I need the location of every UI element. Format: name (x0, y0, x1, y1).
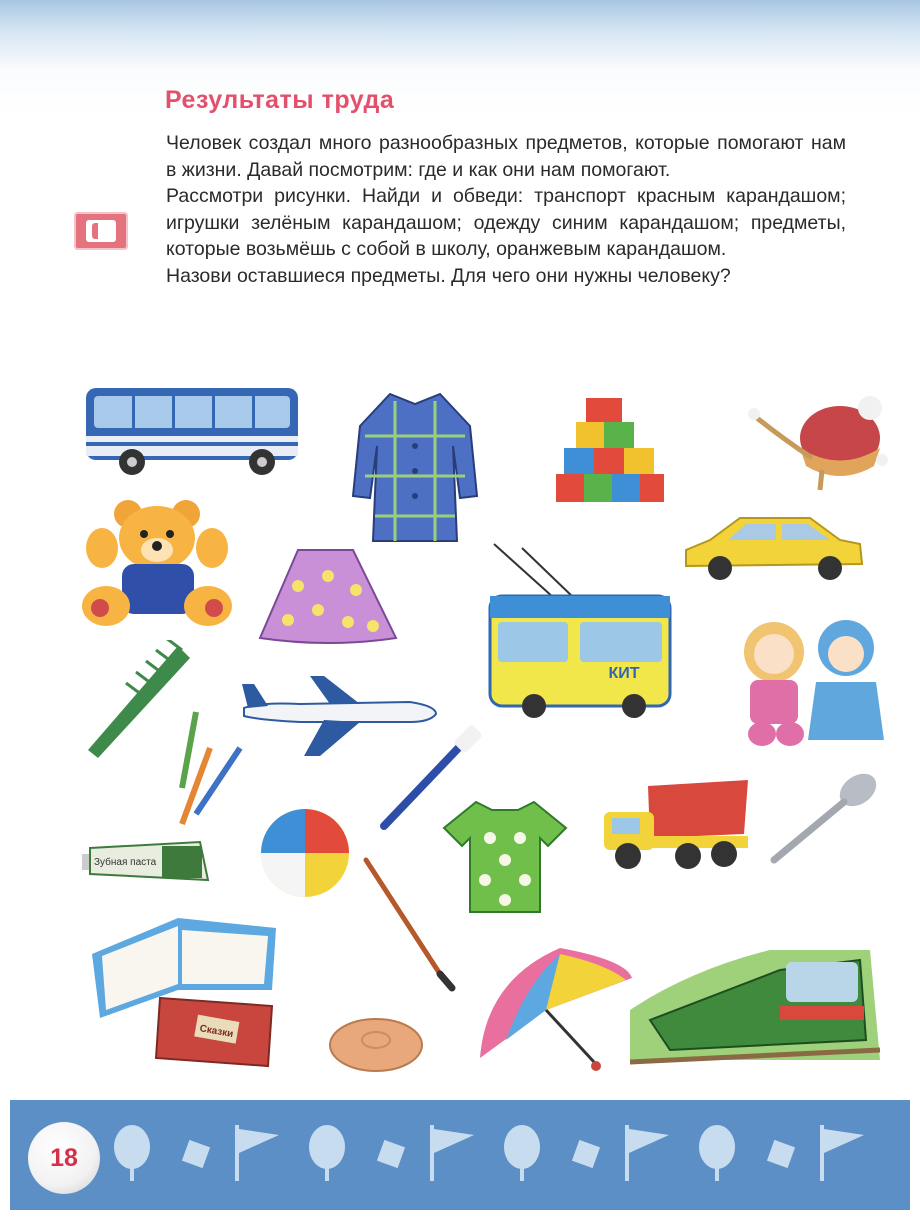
task-paragraph: Рассмотри рисунки. Найди и обведи: транспорт красным карандашом; игрушки зелёным карандашом; одежду синим карандашом; предметы, которые возьмёшь с собой в школу, оранжевым карандашом. (166, 185, 846, 260)
umbrella-icon (476, 940, 638, 1080)
teddy-bear-icon (80, 498, 235, 633)
trolleybus-sign: КИТ (608, 665, 640, 682)
bus-icon (82, 382, 302, 480)
soap-icon (326, 1014, 426, 1076)
ball-icon (258, 806, 352, 900)
task-icon (74, 212, 128, 250)
truck-icon (598, 776, 752, 872)
question-paragraph: Назови оставшиеся предметы. Для чего они нужны человеку? (166, 264, 731, 287)
page-title: Результаты труда (165, 86, 395, 114)
toothpaste-icon (82, 838, 210, 884)
blocks-icon (556, 396, 666, 508)
car-icon (680, 510, 866, 582)
coat-icon (345, 386, 485, 546)
intro-paragraph: Человек создал много разнообразных предметов, которые помогают нам в жизни. Давай посмотрим: где и как они нам помогают. (166, 132, 846, 181)
pencils-icon (176, 708, 246, 828)
book-title: Сказки (198, 1023, 235, 1040)
skirt-icon (258, 546, 398, 646)
book-icon (86, 898, 282, 1076)
footer-pattern-icon (110, 1125, 900, 1185)
toothpaste-label: Зубная паста (94, 857, 157, 868)
task-text (166, 130, 846, 289)
trolleybus-icon (484, 540, 676, 720)
page-number: 18 (28, 1122, 100, 1194)
spoon-icon (766, 768, 886, 868)
hat-icon (742, 388, 892, 496)
brush-icon (360, 856, 460, 992)
train-icon (630, 910, 884, 1070)
dolls-icon (722, 608, 890, 752)
